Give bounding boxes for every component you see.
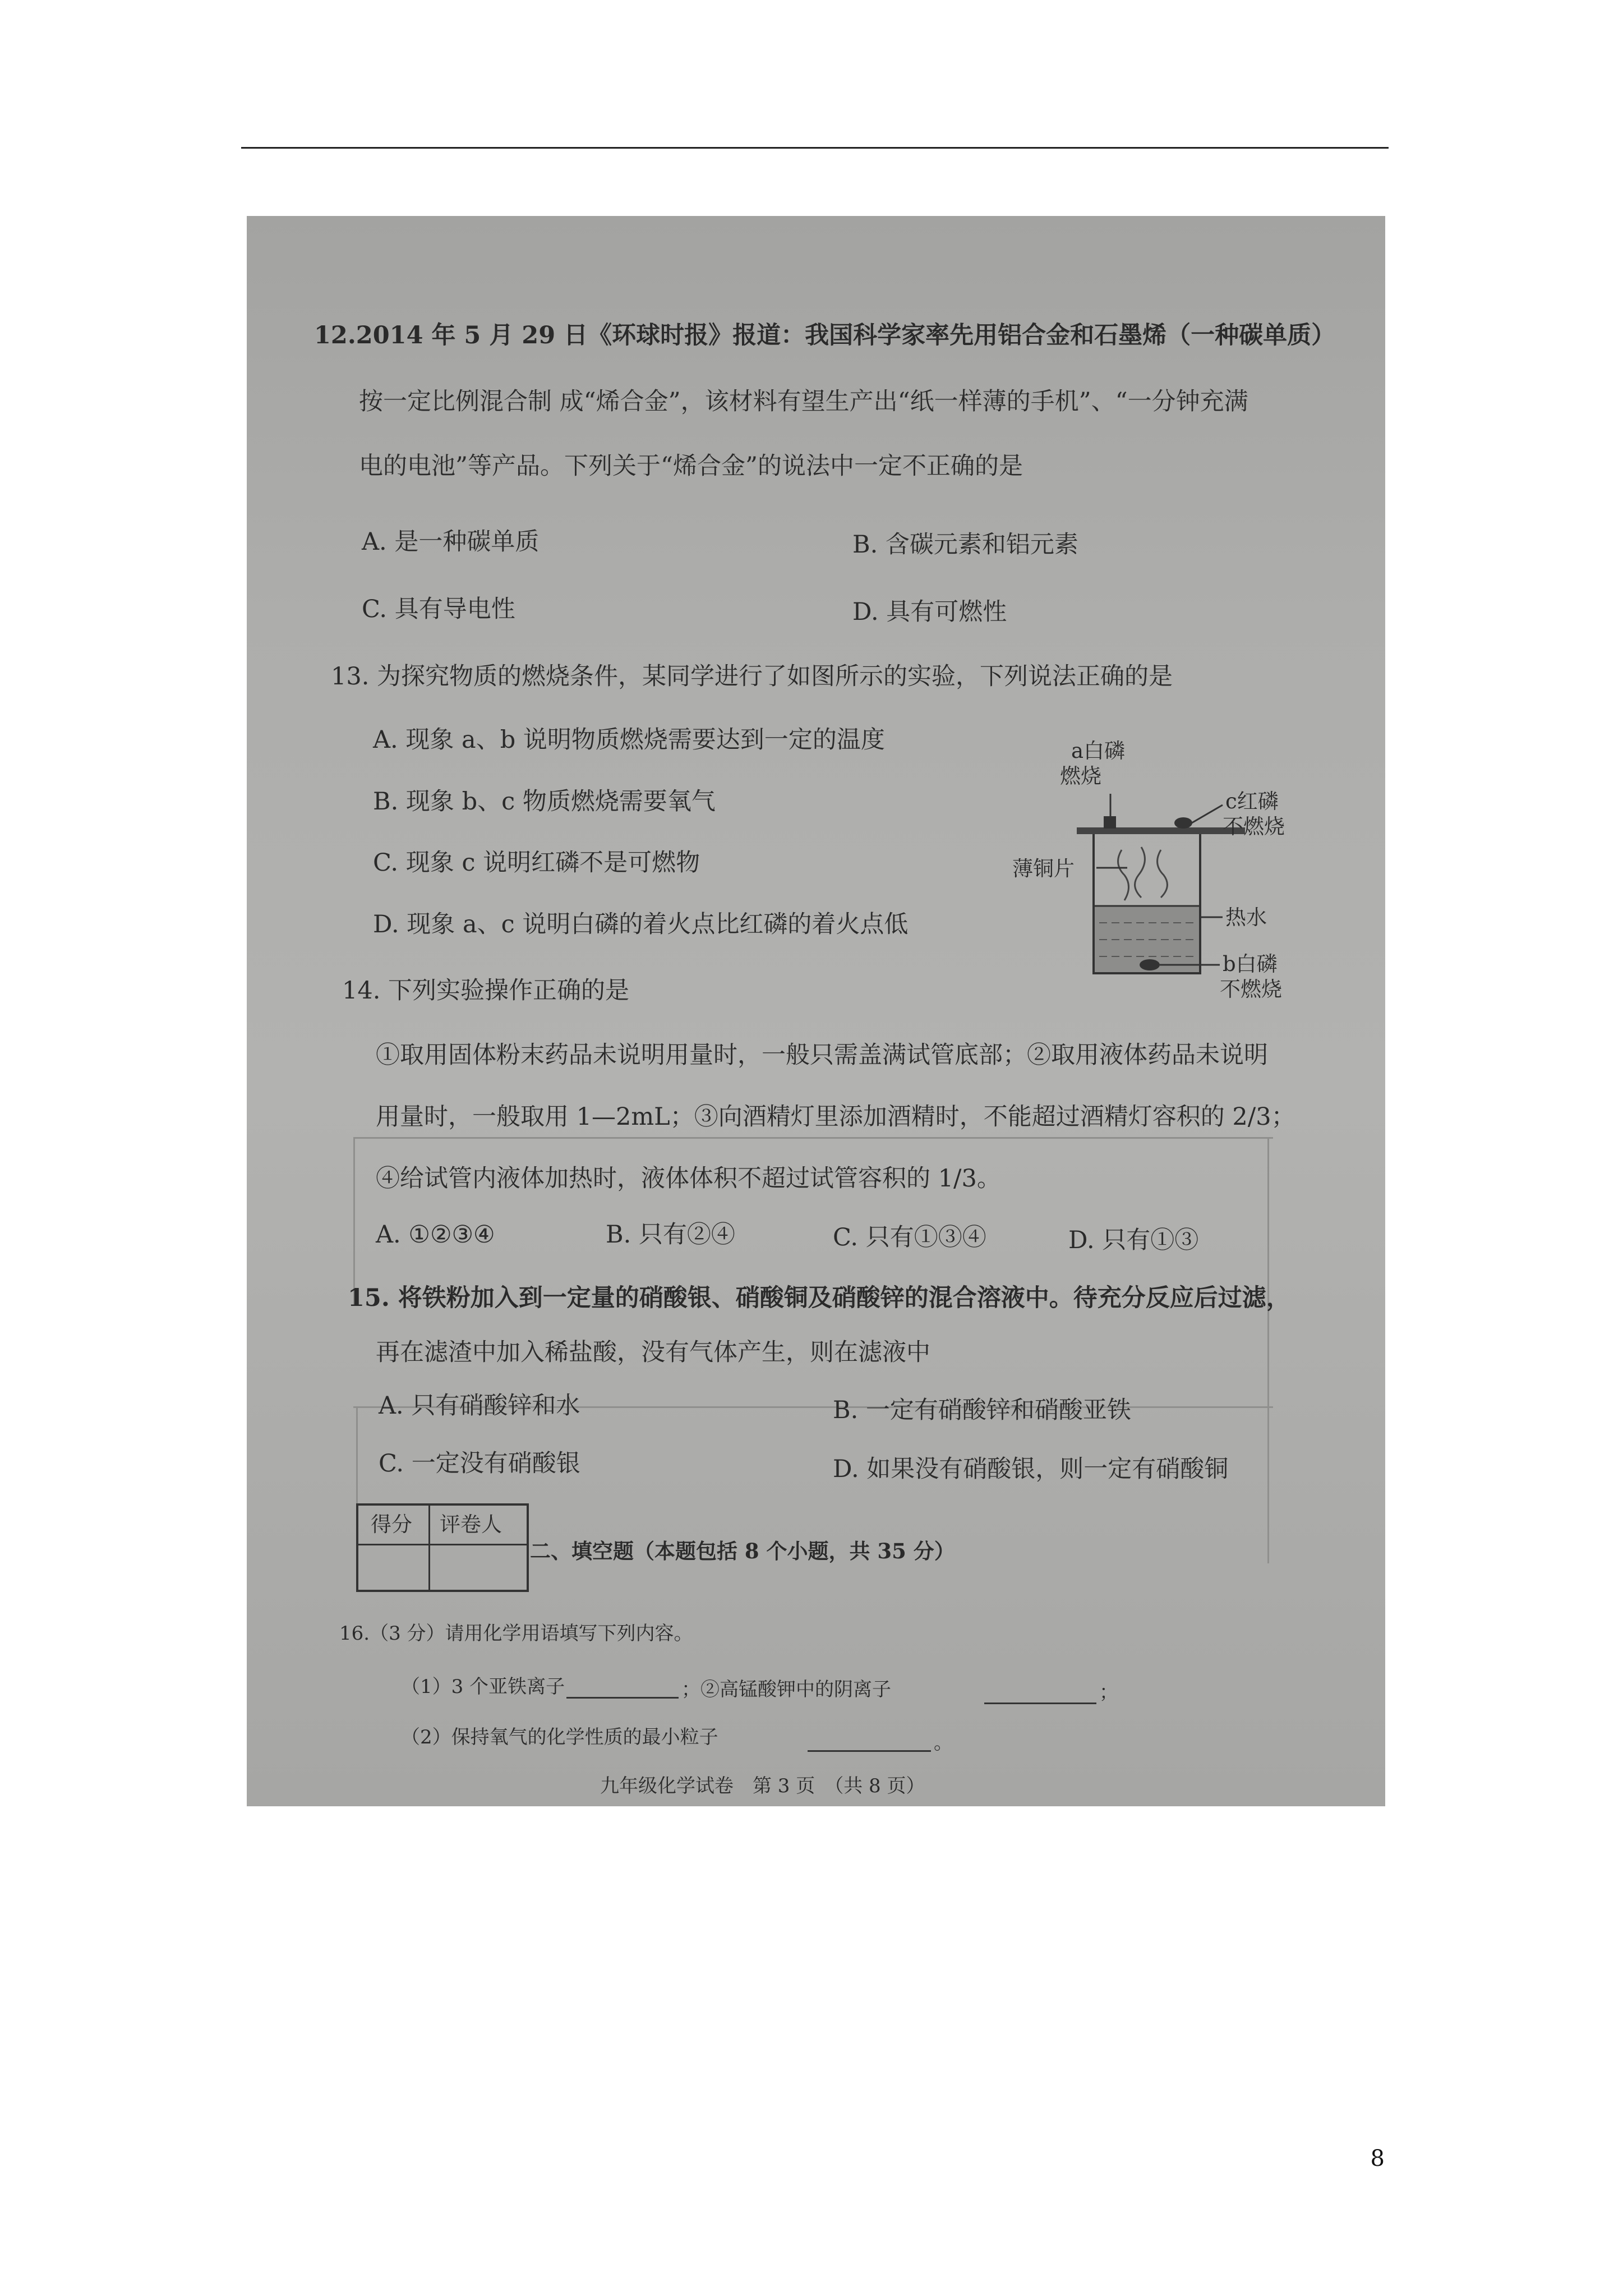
label-a-burns: 燃烧 (1060, 764, 1101, 788)
q16-blank-2[interactable] (984, 1703, 1096, 1704)
q14-line2: 用量时，一般取用 1—2mL；③向酒精灯里添加酒精时，不能超过酒精灯容积的 2/3； (376, 1103, 1295, 1131)
q12-line3: 电的电池”等产品。下列关于“烯合金”的说法中一定不正确的是 (359, 452, 1023, 480)
q13-option-c: C. 现象 c 说明红磷不是可燃物 (373, 849, 700, 877)
q14-option-b: B. 只有②④ (606, 1221, 735, 1249)
q12-line1: 12.2014 年 5 月 29 日《环球时报》报道：我国科学家率先用铝合金和石墨烯（一种碳单质） (314, 321, 1336, 349)
q13-option-b: B. 现象 b、c 物质燃烧需要氧气 (373, 788, 716, 816)
faint-border (356, 1406, 358, 1507)
label-b-not-burning: 不燃烧 (1220, 977, 1282, 1001)
q16-line2: （2）保持氧气的化学性质的最小粒子 (401, 1726, 718, 1749)
faint-border (1267, 1137, 1269, 1563)
q13-option-a: A. 现象 a、b 说明物质燃烧需要达到一定的温度 (373, 726, 885, 754)
score-table-column-divider (428, 1506, 430, 1590)
grader-header: 评卷人 (440, 1512, 502, 1536)
page-number: 8 (1370, 2146, 1385, 2171)
q16-stem: 16.（3 分）请用化学用语填写下列内容。 (339, 1622, 693, 1645)
q14-line3: ④给试管内液体加热时，液体体积不超过试管容积的 1/3。 (376, 1165, 1001, 1193)
section-2-title: 二、填空题（本题包括 8 个小题，共 35 分） (530, 1539, 955, 1563)
q16-line1-part1: （1）3 个亚铁离子 (401, 1676, 565, 1698)
q16-line1-part2: ；②高锰酸钾中的阴离子 (681, 1678, 891, 1701)
q14-option-d: D. 只有①③ (1068, 1226, 1199, 1254)
q16-blank-3[interactable] (808, 1750, 931, 1752)
q16-blank-1[interactable] (566, 1697, 679, 1699)
label-copper-sheet: 薄铜片 (1012, 857, 1075, 881)
q15-option-c: C. 一定没有硝酸银 (379, 1450, 580, 1478)
q13-stem: 13. 为探究物质的燃烧条件，某同学进行了如图所示的实验，下列说法正确的是 (331, 662, 1173, 691)
combustion-experiment-diagram (981, 738, 1295, 1018)
q14-stem: 14. 下列实验操作正确的是 (342, 977, 630, 1005)
q15-option-d: D. 如果没有硝酸银，则一定有硝酸铜 (833, 1455, 1229, 1483)
q13-option-d: D. 现象 a、c 说明白磷的着火点比红磷的着火点低 (373, 910, 909, 938)
faint-border (353, 1137, 1273, 1139)
q12-line2: 按一定比例混合制 成“烯合金”，该材料有望生产出“纸一样薄的手机”、“一分钟充满 (359, 388, 1248, 416)
q16-blank-2-semicolon: ； (1099, 1681, 1118, 1704)
label-b-white-phosphorus: b白磷 (1223, 952, 1278, 976)
label-c-red-phosphorus: c红磷 (1225, 789, 1279, 813)
score-table-row-divider (358, 1544, 527, 1545)
score-header: 得分 (371, 1512, 412, 1536)
q12-option-b: B. 含碳元素和铝元素 (852, 531, 1078, 559)
label-hot-water: 热水 (1225, 905, 1267, 930)
exam-footer: 九年级化学试卷 第 3 页 （共 8 页） (600, 1775, 925, 1797)
q15-option-a: A. 只有硝酸锌和水 (379, 1392, 580, 1420)
faint-border (353, 1137, 355, 1305)
q14-line1: ①取用固体粉末药品未说明用量时，一般只需盖满试管底部；②取用液体药品未说明 (376, 1041, 1268, 1069)
exam-page-photo (247, 216, 1385, 1806)
q12-option-c: C. 具有导电性 (362, 595, 515, 623)
q16-blank-3-period: 。 (934, 1732, 953, 1754)
q15-line1: 15. 将铁粉加入到一定量的硝酸银、硝酸铜及硝酸锌的混合溶液中。待充分反应后过滤， (348, 1284, 1290, 1312)
label-c-not-burning: 不燃烧 (1223, 815, 1285, 839)
q15-line2: 再在滤渣中加入稀盐酸，没有气体产生，则在滤液中 (376, 1338, 930, 1366)
score-table (356, 1503, 529, 1592)
label-a-white-phosphorus: a白磷 (1071, 739, 1126, 763)
q15-option-b: B. 一定有硝酸锌和硝酸亚铁 (833, 1396, 1131, 1424)
header-rule (241, 147, 1389, 149)
q12-option-d: D. 具有可燃性 (852, 598, 1007, 626)
q12-option-a: A. 是一种碳单质 (362, 528, 540, 556)
q14-option-a: A. ①②③④ (376, 1221, 495, 1249)
q14-option-c: C. 只有①③④ (833, 1223, 986, 1251)
